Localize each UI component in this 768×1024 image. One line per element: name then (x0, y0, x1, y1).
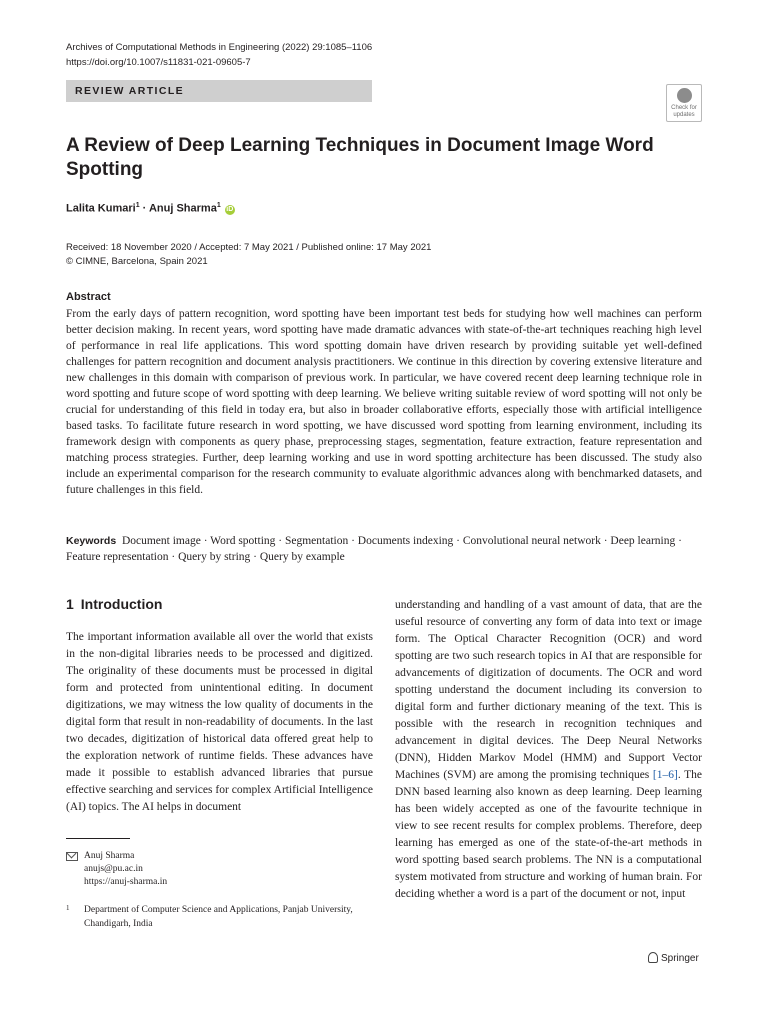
publication-dates: Received: 18 November 2020 / Accepted: 7 May 2021 / Published online: 17 May 2021 (66, 242, 432, 253)
abstract-text: From the early days of pattern recognition, word spotting have been important test beds for studying how well machines can perform better decision making. In recent years, word spotting have made dramatic advances with state-of-the-art techniques reaching high level of performance in real life applications. This word spotting domain have driven research by providing suitable yet well-defined challenges for pattern recognition and document analysis practitioners. We continue in this direction by covering extensive literature and new challenges in this domain with comparison of previous work. In particular, we have covered recent deep learning technique role in word spotting and future scope of word spotting with deep learning. We believe writing suitable review of word spotting will not only be crucial for understanding of this field in today era, but also in broader collaborative efforts, especially those with artificial intelligence based tasks. To facilitate future research in word spotting, we have discussed word spotting from learning environment, including its framework design with components as query phase, preprocessing stages, segmentation, feature extraction, feature representation and matching process strategies. Further, deep learning working and use in word spotting architecture has been discussed. The study also include an experimental comparison for the research community to evaluate algorithmic advances along with benchmarked datasets, and future challenges in this field. (66, 308, 702, 496)
check-for-updates-badge[interactable] (666, 84, 702, 122)
paper-title: A Review of Deep Learning Techniques in Document Image Word Spotting (66, 135, 654, 180)
keywords-list: Document image · Word spotting · Segmentation · Documents indexing · Convolutional neural network · Deep learning · Feature representation · Query by string · Query by example (66, 535, 682, 563)
body-column-right (395, 597, 702, 903)
body-text: understanding and handling of a vast amount of data, that are the useful resource of converting any form of data into text or image form. The Optical Character Recognition (OCR) and word spotting are two such research topics in AI that are responsible for advancements of digitization of documents. The OCR and word spotting understand the document including its conversion to digital form and further dictionary meaning of the text. This is possible with the research in recognition techniques and advancement in digital devices. The Deep Neural Networks (DNN), Hidden Markov Model (HMM) and Support Vector Machines (SVM) are among the promising techniques (395, 599, 702, 781)
author-affiliation-mark: 1 (135, 202, 140, 209)
author-list (66, 202, 235, 215)
section-number: 1 (66, 596, 74, 612)
body-column-left: The important information available all over the world that exists in the non-digital libraries needs to be processed and digitized. The originality of these documents must be processed in digital form and protected from unintentional editing. In document digitizations, we may witness the low quality of documents in the digital form that result in non-readability of documents. In the last two decades, digitization of historical data offered great help to the exploration network of runtime fields. These advances have made it possible to establish advanced libraries that pursue effective searching and services for complex Artificial Intelligence (AI) topics. The AI helps in document (66, 631, 373, 813)
journal-header (66, 40, 372, 70)
article-type-banner: REVIEW ARTICLE (66, 80, 372, 102)
body-text: . The DNN based learning also known as deep learning. Deep learning has been widely accepted as one of the favourite technique in view to see recent results for complex problems. Therefore, deep learning has emerged as one of the state-of-the-art methods in word spotting based search problems. The NN is a computational system motivated from structure and working of human brain. For deciding whether a word is a part of the document or not, input (395, 769, 703, 900)
envelope-icon (66, 852, 78, 861)
author-name[interactable]: Anuj Sharma (148, 202, 217, 215)
orcid-icon[interactable]: iD (226, 205, 234, 213)
check-updates-line-2: updates (673, 111, 695, 118)
corresponding-author-name: Anuj Sharma (84, 851, 135, 861)
footnote-divider (66, 838, 130, 839)
author-separator: · (139, 202, 149, 215)
affiliation-text: Department of Computer Science and Applications, Panjab University, Chandigarh, India (84, 905, 353, 929)
corresponding-author-url[interactable]: https://anuj-sharma.in (84, 877, 168, 887)
journal-citation: Archives of Computational Methods in Engineering (2022) 29:1085–1106 (66, 42, 373, 53)
springer-logo-icon (648, 952, 658, 963)
corresponding-author-email[interactable]: anujs@pu.ac.in (84, 864, 143, 874)
check-updates-icon (677, 88, 692, 103)
copyright-line: © CIMNE, Barcelona, Spain 2021 (66, 256, 208, 267)
affiliation-number: 1 (66, 904, 70, 912)
section-heading (66, 596, 162, 612)
author-affiliation-mark: 1 (216, 202, 221, 209)
publisher-mark (648, 952, 699, 964)
author-name[interactable]: Lalita Kumari (66, 202, 136, 215)
citation-link[interactable]: [1–6] (652, 769, 678, 781)
doi-link[interactable]: https://doi.org/10.1007/s11831-021-09605-7 (66, 57, 251, 68)
section-title: Introduction (80, 596, 163, 612)
check-updates-line-1: Check for (671, 105, 697, 111)
publication-history (66, 241, 431, 269)
keywords-label: Keywords (66, 535, 117, 547)
keywords-block (66, 533, 702, 565)
publisher-name: Springer (661, 953, 699, 964)
abstract-heading: Abstract (66, 291, 111, 303)
